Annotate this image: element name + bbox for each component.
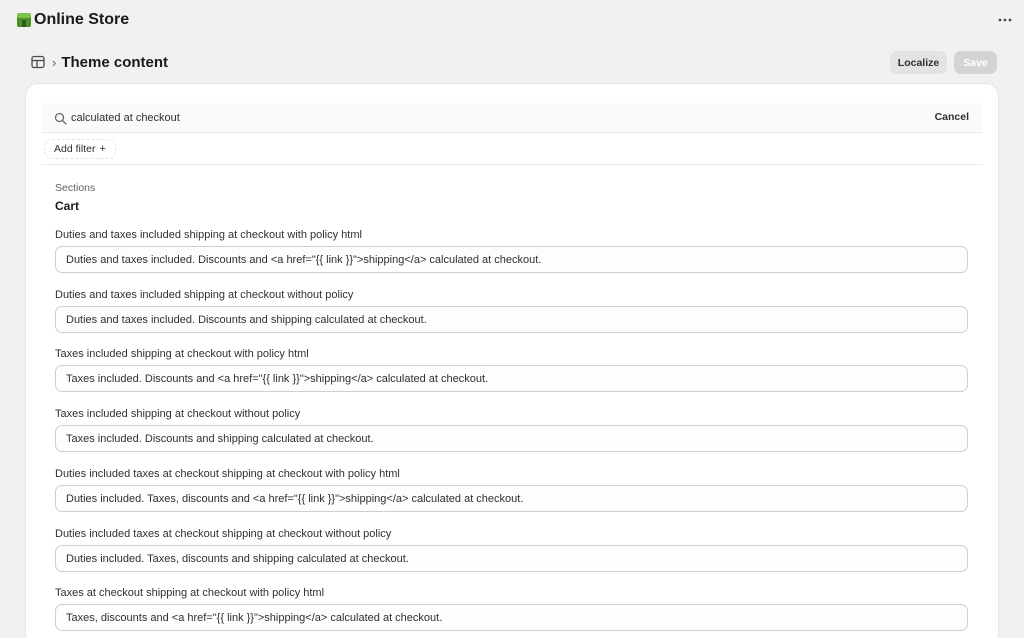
field-label: Duties and taxes included shipping at checkout with policy html	[55, 229, 362, 241]
add-filter-label: Add filter	[54, 143, 96, 155]
field-input[interactable]	[55, 604, 968, 631]
field-label: Taxes at checkout shipping at checkout with policy html	[55, 587, 325, 599]
field-input[interactable]	[55, 545, 968, 572]
search-icon	[54, 112, 67, 125]
field-input[interactable]	[55, 425, 968, 452]
content-card	[26, 84, 998, 638]
ellipsis-icon	[998, 18, 1012, 22]
cancel-button[interactable]: Cancel	[934, 111, 969, 123]
field-row	[55, 407, 968, 452]
page-header	[0, 44, 1024, 80]
field-input[interactable]	[55, 306, 968, 333]
field-row	[55, 586, 968, 631]
add-filter-button[interactable]	[44, 139, 116, 159]
field-label: Taxes included shipping at checkout with policy html	[55, 348, 309, 360]
field-input[interactable]	[55, 246, 968, 273]
plus-icon: +	[99, 143, 106, 155]
more-actions-button[interactable]	[994, 10, 1016, 30]
layout-icon[interactable]	[30, 54, 46, 70]
section-label: Sections	[55, 182, 96, 194]
field-input[interactable]	[55, 485, 968, 512]
app-title: Online Store	[34, 11, 130, 28]
localize-button[interactable]: Localize	[890, 51, 947, 74]
search-input[interactable]	[71, 107, 911, 129]
field-row	[55, 527, 968, 572]
section-title: Cart	[55, 199, 80, 213]
field-input[interactable]	[55, 365, 968, 392]
field-row	[55, 288, 968, 333]
field-row	[55, 347, 968, 392]
top-bar	[0, 0, 1024, 40]
field-label: Duties and taxes included shipping at checkout without policy	[55, 289, 354, 301]
chevron-right-icon: ›	[52, 54, 57, 70]
filter-bar	[41, 136, 983, 165]
field-row	[55, 467, 968, 512]
field-label: Duties included taxes at checkout shipping at checkout without policy	[55, 528, 392, 540]
field-label: Taxes included shipping at checkout without policy	[55, 408, 301, 420]
field-row	[55, 228, 968, 273]
search-bar	[41, 103, 983, 133]
page-title: Theme content	[61, 53, 169, 71]
field-label: Duties included taxes at checkout shipping at checkout with policy html	[55, 468, 400, 480]
save-button[interactable]: Save	[954, 51, 997, 74]
store-icon	[16, 12, 32, 28]
